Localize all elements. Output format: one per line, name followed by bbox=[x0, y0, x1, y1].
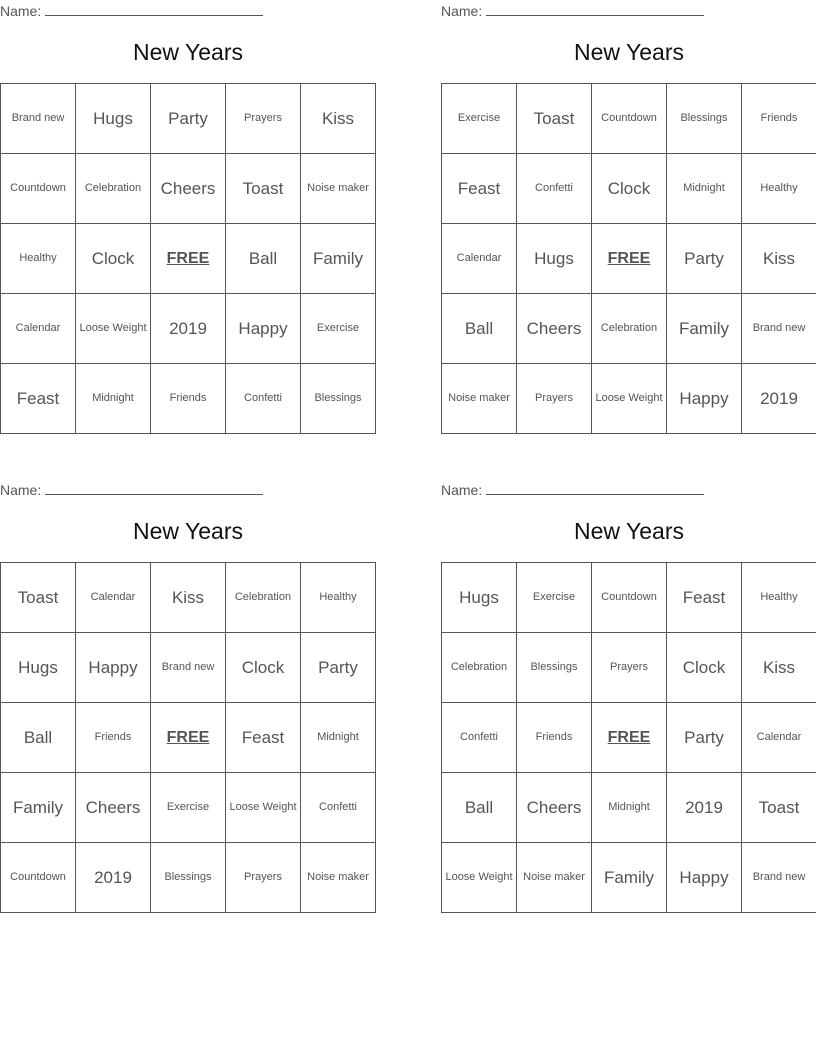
name-line bbox=[0, 0, 376, 22]
bingo-row bbox=[442, 563, 816, 633]
bingo-cell[interactable]: Friends bbox=[517, 703, 592, 773]
bingo-cell[interactable]: Calendar bbox=[1, 294, 76, 364]
bingo-cell[interactable]: Cheers bbox=[517, 294, 592, 364]
bingo-grid bbox=[0, 83, 376, 434]
bingo-cell[interactable]: Calendar bbox=[76, 563, 151, 633]
bingo-cell[interactable]: Celebration bbox=[442, 633, 517, 703]
bingo-cell[interactable]: Brand new bbox=[742, 294, 816, 364]
bingo-cell[interactable]: Confetti bbox=[226, 364, 301, 434]
bingo-row bbox=[442, 843, 816, 913]
bingo-row bbox=[442, 633, 816, 703]
bingo-cell[interactable]: Family bbox=[1, 773, 76, 843]
bingo-cell[interactable]: Hugs bbox=[76, 84, 151, 154]
bingo-cell[interactable]: Clock bbox=[226, 633, 301, 703]
bingo-cell[interactable]: Midnight bbox=[667, 154, 742, 224]
bingo-cell[interactable]: Brand new bbox=[151, 633, 226, 703]
card-title: New Years bbox=[133, 39, 243, 65]
bingo-cell[interactable]: Prayers bbox=[592, 633, 667, 703]
bingo-cell[interactable]: Noise maker bbox=[301, 154, 376, 224]
card-title: New Years bbox=[574, 518, 684, 544]
name-blank-field[interactable] bbox=[486, 0, 704, 16]
bingo-cell[interactable]: Friends bbox=[76, 703, 151, 773]
bingo-cell[interactable]: Toast bbox=[226, 154, 301, 224]
bingo-cell[interactable]: Blessings bbox=[151, 843, 226, 913]
bingo-row bbox=[442, 364, 816, 434]
bingo-cell[interactable]: Confetti bbox=[301, 773, 376, 843]
bingo-card-4 bbox=[441, 479, 816, 887]
bingo-cell[interactable]: Noise maker bbox=[301, 843, 376, 913]
bingo-cell[interactable]: Calendar bbox=[442, 224, 517, 294]
bingo-cell[interactable]: Cheers bbox=[517, 773, 592, 843]
bingo-cell[interactable]: Exercise bbox=[301, 294, 376, 364]
bingo-cell[interactable]: Midnight bbox=[76, 364, 151, 434]
bingo-cell[interactable]: Prayers bbox=[226, 84, 301, 154]
bingo-cell[interactable]: 2019 bbox=[742, 364, 816, 434]
bingo-cell[interactable]: Ball bbox=[226, 224, 301, 294]
bingo-cell[interactable]: 2019 bbox=[151, 294, 226, 364]
bingo-cell[interactable]: Countdown bbox=[1, 843, 76, 913]
bingo-cell[interactable]: Noise maker bbox=[442, 364, 517, 434]
bingo-cell[interactable]: Healthy bbox=[742, 563, 816, 633]
bingo-cell[interactable]: Clock bbox=[76, 224, 151, 294]
bingo-cell[interactable]: Exercise bbox=[151, 773, 226, 843]
bingo-grid bbox=[441, 562, 816, 913]
bingo-cell[interactable]: Cheers bbox=[151, 154, 226, 224]
bingo-cell[interactable]: Toast bbox=[517, 84, 592, 154]
bingo-row bbox=[1, 294, 376, 364]
bingo-cell[interactable]: Friends bbox=[742, 84, 816, 154]
bingo-cell[interactable]: Confetti bbox=[442, 703, 517, 773]
bingo-cell[interactable]: Healthy bbox=[742, 154, 816, 224]
bingo-row bbox=[1, 154, 376, 224]
bingo-row bbox=[1, 633, 376, 703]
bingo-cell[interactable]: Exercise bbox=[442, 84, 517, 154]
bingo-cell[interactable]: Happy bbox=[667, 843, 742, 913]
bingo-cell[interactable]: Ball bbox=[442, 294, 517, 364]
bingo-cell[interactable]: Brand new bbox=[1, 84, 76, 154]
card-title: New Years bbox=[574, 39, 684, 65]
bingo-cell[interactable]: Party bbox=[151, 84, 226, 154]
bingo-row bbox=[442, 773, 816, 843]
bingo-grid bbox=[0, 562, 376, 913]
bingo-cell[interactable]: Party bbox=[667, 703, 742, 773]
name-label: Name: bbox=[441, 3, 483, 19]
bingo-cell[interactable]: Kiss bbox=[151, 563, 226, 633]
bingo-cell[interactable]: Exercise bbox=[517, 563, 592, 633]
bingo-cell[interactable]: Feast bbox=[1, 364, 76, 434]
bingo-cell[interactable]: Loose Weight bbox=[226, 773, 301, 843]
bingo-cell[interactable]: Hugs bbox=[517, 224, 592, 294]
name-blank-field[interactable] bbox=[45, 479, 263, 495]
bingo-cell[interactable]: Celebration bbox=[76, 154, 151, 224]
bingo-cell[interactable]: Loose Weight bbox=[592, 364, 667, 434]
name-line bbox=[441, 479, 816, 501]
bingo-cell[interactable]: Blessings bbox=[517, 633, 592, 703]
bingo-card-3 bbox=[0, 479, 376, 887]
bingo-cell[interactable]: Loose Weight bbox=[76, 294, 151, 364]
bingo-cell[interactable]: Feast bbox=[226, 703, 301, 773]
free-space-cell[interactable]: FREE bbox=[592, 703, 667, 773]
bingo-cell[interactable]: Confetti bbox=[517, 154, 592, 224]
bingo-cell[interactable]: Feast bbox=[442, 154, 517, 224]
bingo-cell[interactable]: Friends bbox=[151, 364, 226, 434]
bingo-cell[interactable]: Ball bbox=[442, 773, 517, 843]
bingo-cell[interactable]: Happy bbox=[76, 633, 151, 703]
name-line bbox=[441, 0, 816, 22]
bingo-row bbox=[1, 703, 376, 773]
bingo-cell[interactable]: Celebration bbox=[592, 294, 667, 364]
bingo-cell[interactable]: Countdown bbox=[592, 84, 667, 154]
bingo-cell[interactable]: Healthy bbox=[1, 224, 76, 294]
bingo-cell[interactable]: Countdown bbox=[1, 154, 76, 224]
name-label: Name: bbox=[0, 482, 42, 498]
bingo-cell[interactable]: Noise maker bbox=[517, 843, 592, 913]
bingo-cell[interactable]: Blessings bbox=[301, 364, 376, 434]
bingo-row bbox=[1, 843, 376, 913]
bingo-card-1 bbox=[0, 0, 376, 408]
bingo-cell[interactable]: Family bbox=[592, 843, 667, 913]
bingo-cell[interactable]: Hugs bbox=[1, 633, 76, 703]
bingo-cell[interactable]: Toast bbox=[742, 773, 816, 843]
bingo-cell[interactable]: Kiss bbox=[301, 84, 376, 154]
name-line bbox=[0, 479, 376, 501]
bingo-cell[interactable]: Ball bbox=[1, 703, 76, 773]
bingo-cell[interactable]: Toast bbox=[1, 563, 76, 633]
bingo-row bbox=[1, 84, 376, 154]
bingo-cell[interactable]: Blessings bbox=[667, 84, 742, 154]
bingo-cell[interactable]: Healthy bbox=[301, 563, 376, 633]
bingo-cell[interactable]: Midnight bbox=[301, 703, 376, 773]
name-label: Name: bbox=[441, 482, 483, 498]
bingo-cell[interactable]: Prayers bbox=[226, 843, 301, 913]
bingo-cell[interactable]: Midnight bbox=[592, 773, 667, 843]
bingo-cell[interactable]: Party bbox=[301, 633, 376, 703]
bingo-row bbox=[442, 224, 816, 294]
bingo-cell[interactable]: Kiss bbox=[742, 633, 816, 703]
bingo-cell[interactable]: Family bbox=[667, 294, 742, 364]
bingo-row bbox=[1, 773, 376, 843]
name-blank-field[interactable] bbox=[45, 0, 263, 16]
bingo-row bbox=[442, 154, 816, 224]
bingo-row bbox=[442, 703, 816, 773]
bingo-cell[interactable]: Clock bbox=[667, 633, 742, 703]
bingo-row bbox=[442, 294, 816, 364]
bingo-cell[interactable]: Prayers bbox=[517, 364, 592, 434]
bingo-cell[interactable]: Party bbox=[667, 224, 742, 294]
bingo-row bbox=[1, 364, 376, 434]
bingo-cell[interactable]: Cheers bbox=[76, 773, 151, 843]
bingo-row bbox=[442, 84, 816, 154]
name-label: Name: bbox=[0, 3, 42, 19]
bingo-row bbox=[1, 224, 376, 294]
free-space-cell[interactable]: FREE bbox=[592, 224, 667, 294]
bingo-card-2 bbox=[441, 0, 816, 408]
bingo-cell[interactable]: Countdown bbox=[592, 563, 667, 633]
name-blank-field[interactable] bbox=[486, 479, 704, 495]
bingo-cell[interactable]: 2019 bbox=[667, 773, 742, 843]
bingo-cell[interactable]: Kiss bbox=[742, 224, 816, 294]
bingo-cell[interactable]: Feast bbox=[667, 563, 742, 633]
bingo-cell[interactable]: Celebration bbox=[226, 563, 301, 633]
bingo-cell[interactable]: Happy bbox=[667, 364, 742, 434]
bingo-cell[interactable]: Loose Weight bbox=[442, 843, 517, 913]
bingo-cell[interactable]: Hugs bbox=[442, 563, 517, 633]
bingo-cell[interactable]: 2019 bbox=[76, 843, 151, 913]
bingo-cell[interactable]: Happy bbox=[226, 294, 301, 364]
free-space-cell[interactable]: FREE bbox=[151, 703, 226, 773]
bingo-cell[interactable]: Brand new bbox=[742, 843, 816, 913]
card-title: New Years bbox=[133, 518, 243, 544]
bingo-row bbox=[1, 563, 376, 633]
bingo-cell[interactable]: Calendar bbox=[742, 703, 816, 773]
bingo-cell[interactable]: Family bbox=[301, 224, 376, 294]
bingo-cell[interactable]: Clock bbox=[592, 154, 667, 224]
free-space-cell[interactable]: FREE bbox=[151, 224, 226, 294]
bingo-grid bbox=[441, 83, 816, 434]
